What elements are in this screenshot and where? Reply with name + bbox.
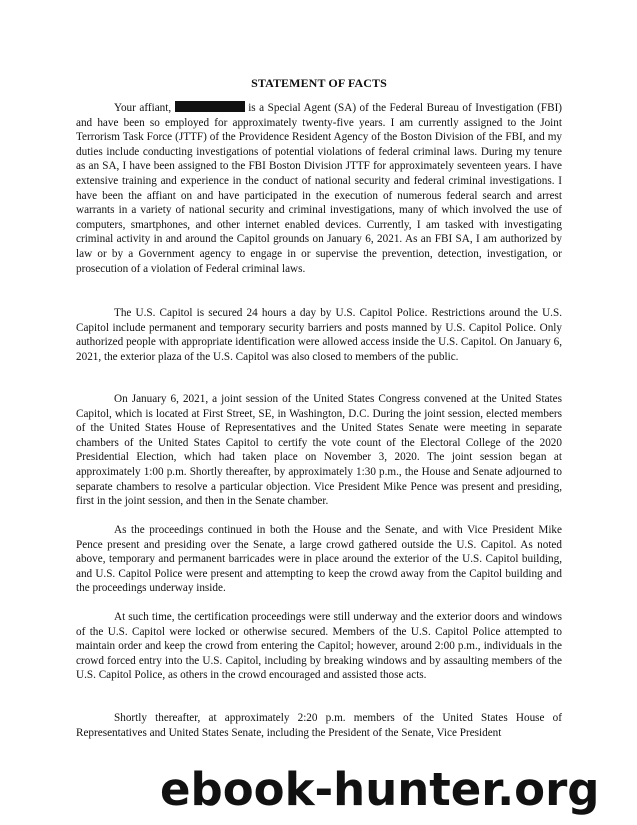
affiant-intro: Your affiant, xyxy=(114,102,172,114)
paragraph-joint-session: On January 6, 2021, a joint session of the United States Congress convened at the United States Capitol, which is located at First Street, SE, in Washington, D.C. During the joint session, elected members of the United States House of Representatives and the United States Senate were meeting in separate chambers of the United States Capitol to certify the vote count of the Electoral College of the 2020 Presidential Election, which had taken place on November 3, 2020. The joint session began at approximately 1:00 p.m. Shortly thereafter, by approximately 1:30 p.m., the House and Senate adjourned to separate chambers to resolve a particular objection. Vice President Mike Pence was present and presiding, first in the joint session, and then in the Senate chamber. xyxy=(76,393,562,508)
paragraph-forced-entry: At such time, the certification proceedings were still underway and the exterior doors and windows of the U.S. Capitol were locked or otherwise secured. Members of the U.S. Capitol Police attempted to maintain order and keep the crowd from entering the Capitol; however, around 2:00 p.m., individuals in the crowd forced entry into the U.S. Capitol, including by breaking windows and by assaulting members of the U.S. Capitol Police, as others in the crowd encouraged and assisted those acts. xyxy=(76,611,562,682)
paragraph-evacuation: Shortly thereafter, at approximately 2:20 p.m. members of the United States House of Representatives and United States Senate, including the President of the Senate, Vice President xyxy=(76,712,562,739)
watermark-text: ebook-hunter.org xyxy=(160,763,600,816)
document-title: STATEMENT OF FACTS xyxy=(251,76,387,90)
affiant-text: is a Special Agent (SA) of the Federal Bureau of Investigation (FBI) and have been so employed for approximately twenty-five years. I am currently assigned to the Joint Terrorism Task Force (JTTF) of the Providence Resident Agency of the Boston Division of the FBI, and my duties include conducting investigations of potential violations of federal criminal laws. During my tenure as an SA, I have been assigned to the FBI Boston Division JTTF for approximately seventeen years. I have extensive training and experience in the conduct of national security and federal criminal investigations. I have been the affiant on and have participated in the execution of numerous federal search and arrest warrants in a variety of national security and criminal investigations, many of which involved the use of computers, smartphones, and other internet enabled devices. Currently, I am tasked with investigating criminal activity in and around the Capitol grounds on January 6, 2021. As an FBI SA, I am authorized by law or by a Government agency to engage in or supervise the prevention, detection, investigation, or prosecution of a violation of Federal criminal laws. xyxy=(76,102,563,275)
paragraph-proceedings: As the proceedings continued in both the House and the Senate, and with Vice President Mike Pence present and presiding over the Senate, a large crowd gathered outside the U.S. Capitol. As noted above, temporary and permanent barricades were in place around the exterior of the U.S. Capitol building, and U.S. Capitol Police were present and attempting to keep the crowd away from the Capitol building and the proceedings underway inside. xyxy=(76,524,562,595)
paragraph-affiant xyxy=(76,101,562,276)
redaction-bar xyxy=(175,101,245,112)
paragraph-capitol-security: The U.S. Capitol is secured 24 hours a day by U.S. Capitol Police. Restrictions around the U.S. Capitol include permanent and temporary security barriers and posts manned by U.S. Capitol Police. Only authorized people with appropriate identification were allowed access inside the U.S. Capitol. On January 6, 2021, the exterior plaza of the U.S. Capitol was also closed to members of the public. xyxy=(76,307,562,363)
